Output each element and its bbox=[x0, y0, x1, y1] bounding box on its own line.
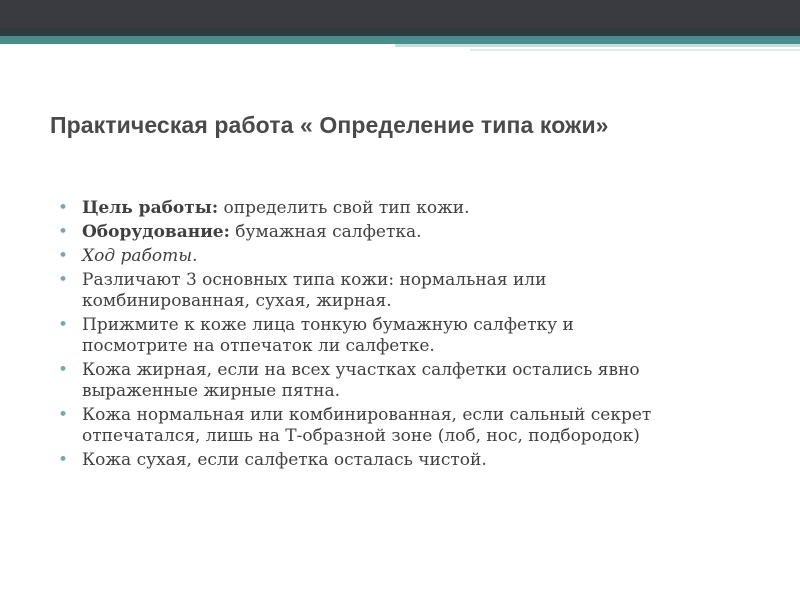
list-item bbox=[56, 315, 756, 357]
accent-stripe-light bbox=[395, 44, 800, 47]
bullet-icon: • bbox=[58, 450, 69, 470]
oily-skin-line-2: выраженные жирные пятна. bbox=[82, 381, 340, 401]
top-header-band bbox=[0, 0, 800, 28]
oily-skin-line-1: Кожа жирная, если на всех участках салфетки остались явно bbox=[82, 360, 640, 380]
normal-skin-line-1: Кожа нормальная или комбинированная, если сальный секрет bbox=[82, 405, 652, 425]
list-item bbox=[56, 450, 756, 471]
bullet-icon: • bbox=[58, 405, 69, 425]
equipment-label: Оборудование: bbox=[82, 222, 230, 242]
list-item bbox=[56, 222, 756, 243]
bullet-list bbox=[56, 198, 756, 474]
bullet-icon: • bbox=[58, 270, 69, 290]
bullet-icon: • bbox=[58, 315, 69, 335]
list-item bbox=[56, 270, 756, 312]
bullet-icon: • bbox=[58, 246, 69, 266]
instruction-line-1: Прижмите к коже лица тонкую бумажную салфетку и bbox=[82, 315, 574, 335]
accent-stripe-teal bbox=[0, 36, 800, 44]
accent-stripe-lighter bbox=[470, 49, 800, 51]
skin-types-line-2: комбинированная, сухая, жирная. bbox=[82, 291, 392, 311]
bullet-icon: • bbox=[58, 360, 69, 380]
list-item bbox=[56, 405, 756, 447]
list-item bbox=[56, 246, 756, 267]
skin-types-line-1: Различают 3 основных типа кожи: нормальная или bbox=[82, 270, 547, 290]
slide-title: Практическая работа « Определение типа кожи» bbox=[50, 112, 609, 138]
bullet-icon: • bbox=[58, 222, 69, 242]
procedure-heading: Ход работы. bbox=[82, 246, 198, 266]
equipment-text: бумажная салфетка. bbox=[229, 222, 422, 242]
dry-skin-text: Кожа сухая, если салфетка осталась чистой. bbox=[82, 450, 487, 470]
list-item bbox=[56, 198, 756, 219]
goal-label: Цель работы: bbox=[82, 198, 219, 218]
normal-skin-line-2: отпечатался, лишь на Т-образной зоне (лоб, нос, подбородок) bbox=[82, 426, 640, 446]
list-item bbox=[56, 360, 756, 402]
instruction-line-2: посмотрите на отпечаток ли салфетке. bbox=[82, 336, 435, 356]
accent-stripe-dark bbox=[0, 28, 800, 36]
bullet-icon: • bbox=[58, 198, 69, 218]
goal-text: определить свой тип кожи. bbox=[218, 198, 470, 218]
